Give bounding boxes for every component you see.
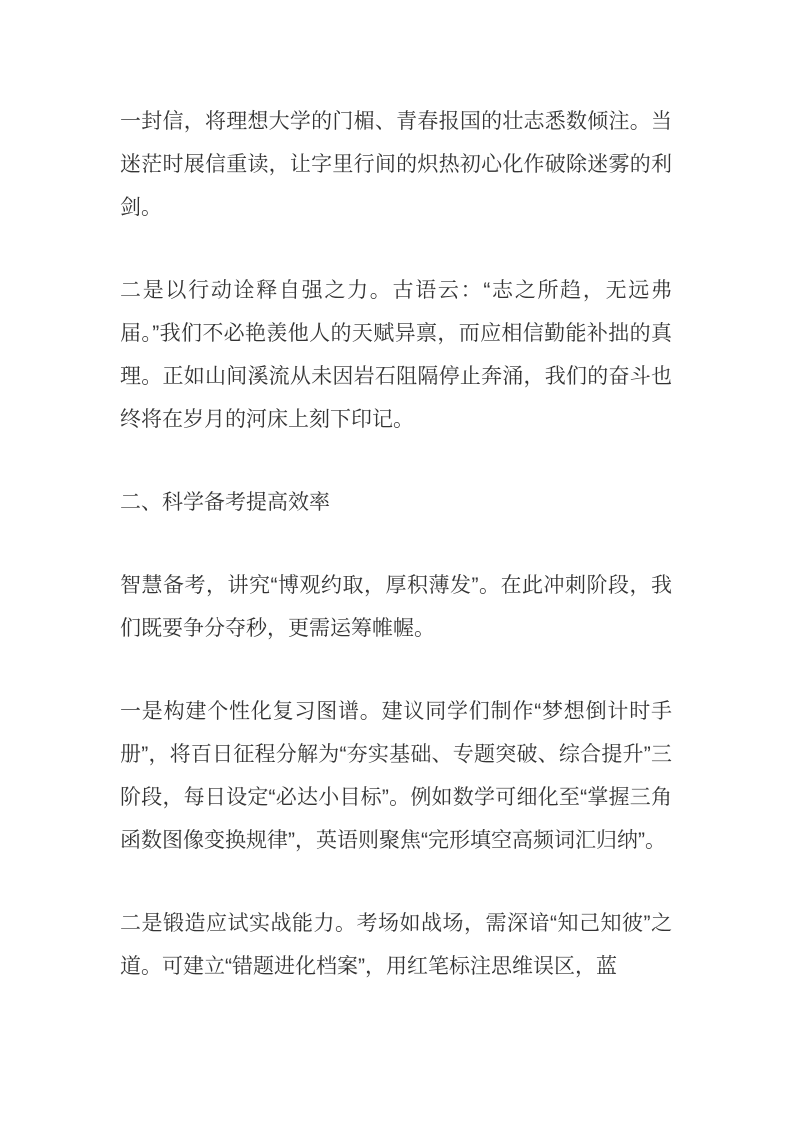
paragraph: 一封信，将理想大学的门楣、青春报国的壮志悉数倾注。当迷茫时展信重读，让字里行间的炽热初心化作破除迷雾的利剑。 (120, 110, 672, 219)
paragraph: 二是以行动诠释自强之力。古语云：“志之所趋，无远弗届。”我们不必艳羡他人的天赋异禀，而应相信勤能补拙的真理。正如山间溪流从未因岩石阻隔停止奔涌，我们的奋斗也终将在岁月的河床上刻下印记。 (120, 279, 672, 431)
paragraph: 智慧备考，讲究“博观约取，厚积薄发”。在此冲刺阶段，我们既要争分夺秒，更需运筹帷幄。 (120, 574, 672, 640)
paragraph: 一是构建个性化复习图谱。建议同学们制作“梦想倒计时手册”，将百日征程分解为“夯实基础、专题突破、综合提升”三阶段，每日设定“必达小目标”。例如数学可细化至“掌握三角函数图像变换规律”，英语则聚焦“完形填空高频词汇归纳”。 (120, 700, 672, 852)
section-heading: 二、科学备考提高效率 (120, 491, 330, 514)
paragraph-truncated: 二是锻造应试实战能力。考场如战场，需深谙“知己知彼”之道。可建立“错题进化档案”，用红笔标注思维误区，蓝 (120, 912, 672, 978)
